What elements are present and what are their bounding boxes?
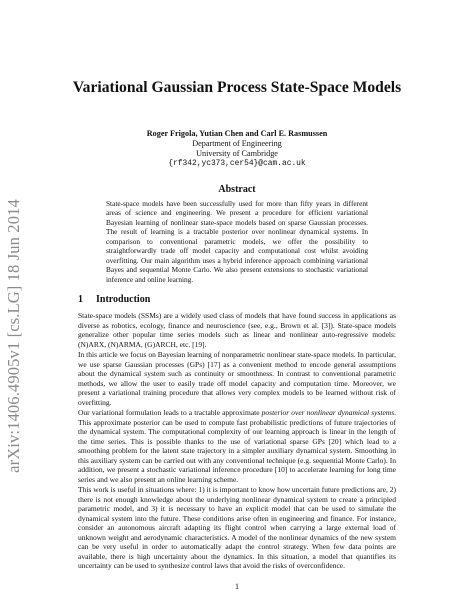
paragraph-3-start: Our variational formulation leads to a tractable approximate xyxy=(78,408,262,417)
paragraph-3 xyxy=(78,408,396,484)
paragraph-3-emphasis: posterior over nonlinear dynamical systems xyxy=(261,408,395,417)
paper-title: Variational Gaussian Process State-Space Models xyxy=(72,79,402,96)
paragraph-4: This work is useful in situations where: 1) it is important to know how uncertain future predictions are, 2) there is not enough knowledge about the underlying nonlinear dynamical system to create a principled parametric model, and 3) it is necessary to have an explicit model that can be used to simulate the dynamical system into the future. These conditions arise often in engineering and finance. For instance, consider an autonomous aircraft adapting its flight control when carrying a large external load of unknown weight and aerodynamic characteristics. A model of the nonlinear dynamics of the new system can be very useful in order to automatically adapt the control strategy. When few data points are available, there is high uncertainty about the dynamics. In this situation, a model that quantifies its uncertainty can be used to synthesize control laws that avoid the risks of overconfidence. xyxy=(78,485,396,570)
paragraph-1: State-space models (SSMs) are a widely used class of models that have found success in applications as diverse as robotics, ecology, finance and neuroscience (see, e.g., Brown et al. [3]). State-space models generalize other popular time series models such as linear and nonlinear auto-regressive models: (N)ARX, (N)ARMA, (G)ARCH, etc. [19]. xyxy=(78,311,396,349)
author-university: University of Cambridge xyxy=(196,149,278,158)
section-number: 1 xyxy=(78,294,83,305)
arxiv-stamp xyxy=(2,96,26,576)
author-block xyxy=(60,129,414,169)
arxiv-stamp-text: arXiv:1406.4905v1 [cs.LG] 18 Jun 2014 xyxy=(4,199,23,473)
abstract-heading: Abstract xyxy=(218,184,256,195)
author-names: Roger Frigola, Yutian Chen and Carl E. Rasmussen xyxy=(146,129,328,138)
section-heading xyxy=(78,294,150,306)
page-number: 1 xyxy=(235,582,239,591)
author-department: Department of Engineering xyxy=(192,139,282,148)
section-title: Introduction xyxy=(96,294,151,305)
author-email: {rf342,yc373,cer54}@cam.ac.uk xyxy=(168,159,306,168)
paragraph-2: In this article we focus on Bayesian learning of nonparametric nonlinear state-space models. In particular, we use sparse Gaussian processes (GPs) [17] as a convenient method to encode general assumptions about the dynamical system such as continuity or smoothness. In contrast to conventional parametric methods, we allow the user to easily trade off model capacity and computation time. Moreover, we present a variational training procedure that allows very complex models to be learned without risk of overfitting. xyxy=(78,350,396,407)
paragraph-3-end: . This approximate posterior can be used to compute fast probabilistic predictions of future trajectories of the dynamical system. The computational complexity of our learning approach is linear in the length of the time series. This is possible thanks to the use of variational sparse GPs [20] which lead to a smoothing problem for the latent state trajectory in a simpler auxiliary dynamical system. Smoothing in this auxiliary system can be carried out with any conventional technique (e.g. sequential Monte Carlo). In addition, we present a stochastic variational inference procedure [10] to accelerate learning for long time series and we also present an online learning scheme. xyxy=(78,408,396,484)
abstract-text: State-space models have been successfully used for more than fifty years in different areas of science and engineering. We present a procedure for efficient variational Bayesian learning of nonlinear state-space models based on sparse Gaussian processes. The result of learning is a tractable posterior over nonlinear dynamical systems. In comparison to conventional parametric models, we offer the possibility to straightforwardly trade off model capacity and computational cost whilst avoiding overfitting. Our main algorithm uses a hybrid inference approach combining variational Bayes and sequential Monte Carlo. We also present extensions to stochastic variational inference and online learning. xyxy=(106,199,368,284)
